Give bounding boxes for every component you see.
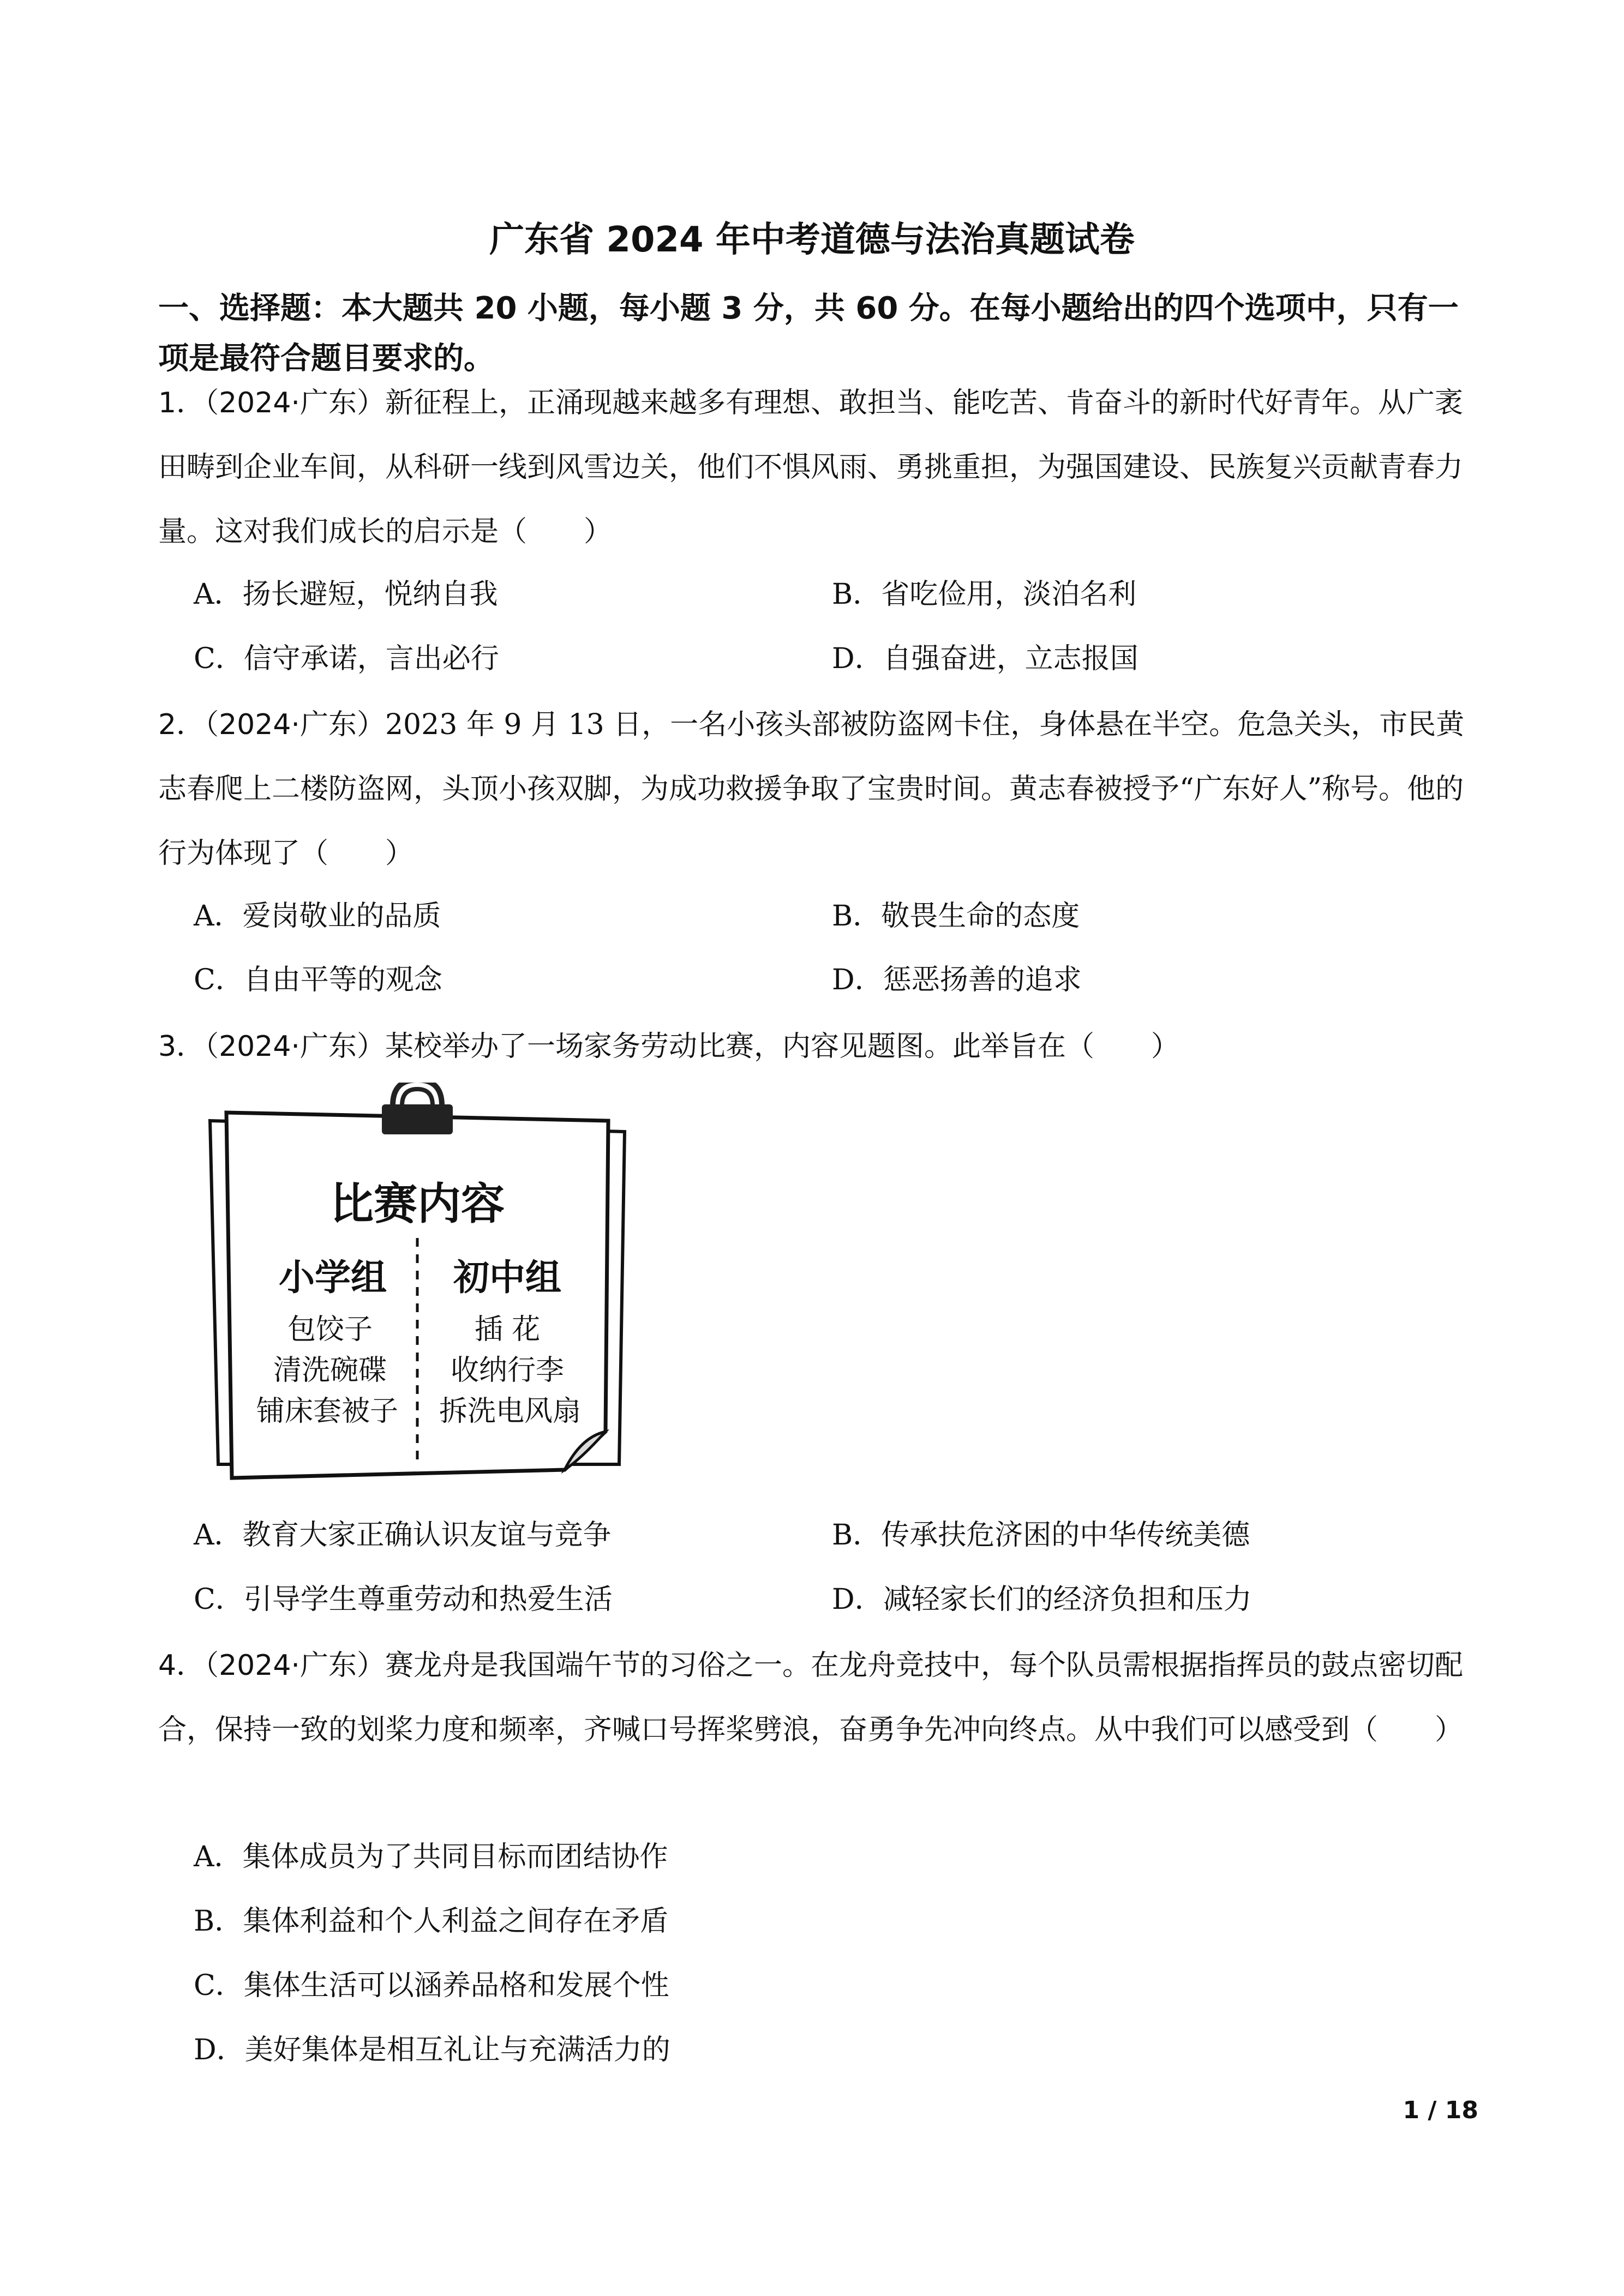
option-b[interactable]: B．传承扶危济困的中华传统美德 [832, 1519, 1250, 1552]
left-item: 包饺子 [287, 1313, 373, 1346]
question-source: （2024·广东） [205, 1649, 385, 1682]
question-number: 1． [158, 387, 205, 419]
question-number: 2． [158, 708, 205, 741]
option-c[interactable]: C．自由平等的观念 [194, 964, 442, 996]
option-c[interactable]: C．信守承诺，言出必行 [194, 642, 499, 675]
option-d[interactable]: D．自强奋进，立志报国 [832, 642, 1138, 675]
left-item: 清洗碗碟 [273, 1354, 387, 1387]
question-4 [158, 1633, 1478, 1762]
question-source: （2024·广东） [205, 387, 385, 419]
question-source: （2024·广东） [205, 708, 385, 741]
option-b[interactable]: B．集体利益和个人利益之间存在矛盾 [194, 1905, 669, 1938]
right-item: 收纳行李 [450, 1354, 565, 1387]
question-stem: 某校举办了一场家务劳动比赛，内容见题图。此举旨在（ ） [385, 1030, 1179, 1063]
right-item: 插 花 [474, 1313, 541, 1346]
option-d[interactable]: D．美好集体是相互礼让与充满活力的 [194, 2034, 670, 2066]
question-stem: 赛龙舟是我国端午节的习俗之一。在龙舟竞技中，每个队员需根据指挥员的鼓点密切配合，保持一致的划桨力度和频率，齐喊口号挥桨劈浪，奋勇争先冲向终点。从中我们可以感受到（ ） [158, 1649, 1464, 1746]
binder-clip-icon [382, 1104, 453, 1134]
page-number: 1 / 18 [1403, 2096, 1478, 2124]
option-b[interactable]: B．省吃俭用，淡泊名利 [832, 578, 1137, 611]
question-number: 4． [158, 1649, 205, 1682]
question-3 [158, 1014, 1478, 1079]
option-a[interactable]: A．爱岗敬业的品质 [194, 900, 441, 933]
question-stem: 新征程上，正涌现越来越多有理想、敢担当、能吃苦、肯奋斗的新时代好青年。从广袤田畴到企业车间，从科研一线到风雪边关，他们不惧风雨、勇挑重担，为强国建设、民族复兴贡献青春力量。这对我们成长的启示是（ ） [158, 387, 1464, 548]
option-a[interactable]: A．教育大家正确认识友谊与竞争 [194, 1519, 612, 1552]
option-c[interactable]: C．引导学生尊重劳动和热爱生活 [194, 1583, 613, 1616]
question-2 [158, 693, 1478, 886]
option-a[interactable]: A．集体成员为了共同目标而团结协作 [194, 1841, 668, 1873]
section-heading: 一、选择题：本大题共 20 小题，每小题 3 分，共 60 分。在每小题给出的四个选项中，只有一项是最符合题目要求的。 [158, 291, 1459, 376]
exam-title: 广东省 2024 年中考道德与法治真题试卷 [489, 220, 1135, 260]
question-1 [158, 371, 1478, 564]
right-group-title: 初中组 [453, 1257, 561, 1299]
question-stem: 2023 年 9 月 13 日，一名小孩头部被防盗网卡住，身体悬在半空。危急关头，市民黄志春爬上二楼防盗网，头顶小孩双脚，为成功救援争取了宝贵时间。黄志春被授予“广东好人”称号。他的行为体现了（ ） [158, 708, 1465, 870]
option-c[interactable]: C．集体生活可以涵养品格和发展个性 [194, 1969, 669, 2002]
figure-heading: 比赛内容 [330, 1179, 505, 1229]
option-b[interactable]: B．敬畏生命的态度 [832, 900, 1080, 933]
right-item: 拆洗电风扇 [439, 1395, 582, 1428]
option-a[interactable]: A．扬长避短，悦纳自我 [194, 578, 498, 611]
option-d[interactable]: D．惩恶扬善的追求 [832, 964, 1082, 996]
question-number: 3． [158, 1030, 205, 1063]
competition-content-figure [188, 1083, 646, 1497]
left-group-title: 小学组 [279, 1257, 387, 1299]
left-item: 铺床套被子 [256, 1395, 399, 1428]
option-d[interactable]: D．减轻家长们的经济负担和压力 [832, 1583, 1252, 1616]
question-source: （2024·广东） [205, 1030, 385, 1063]
